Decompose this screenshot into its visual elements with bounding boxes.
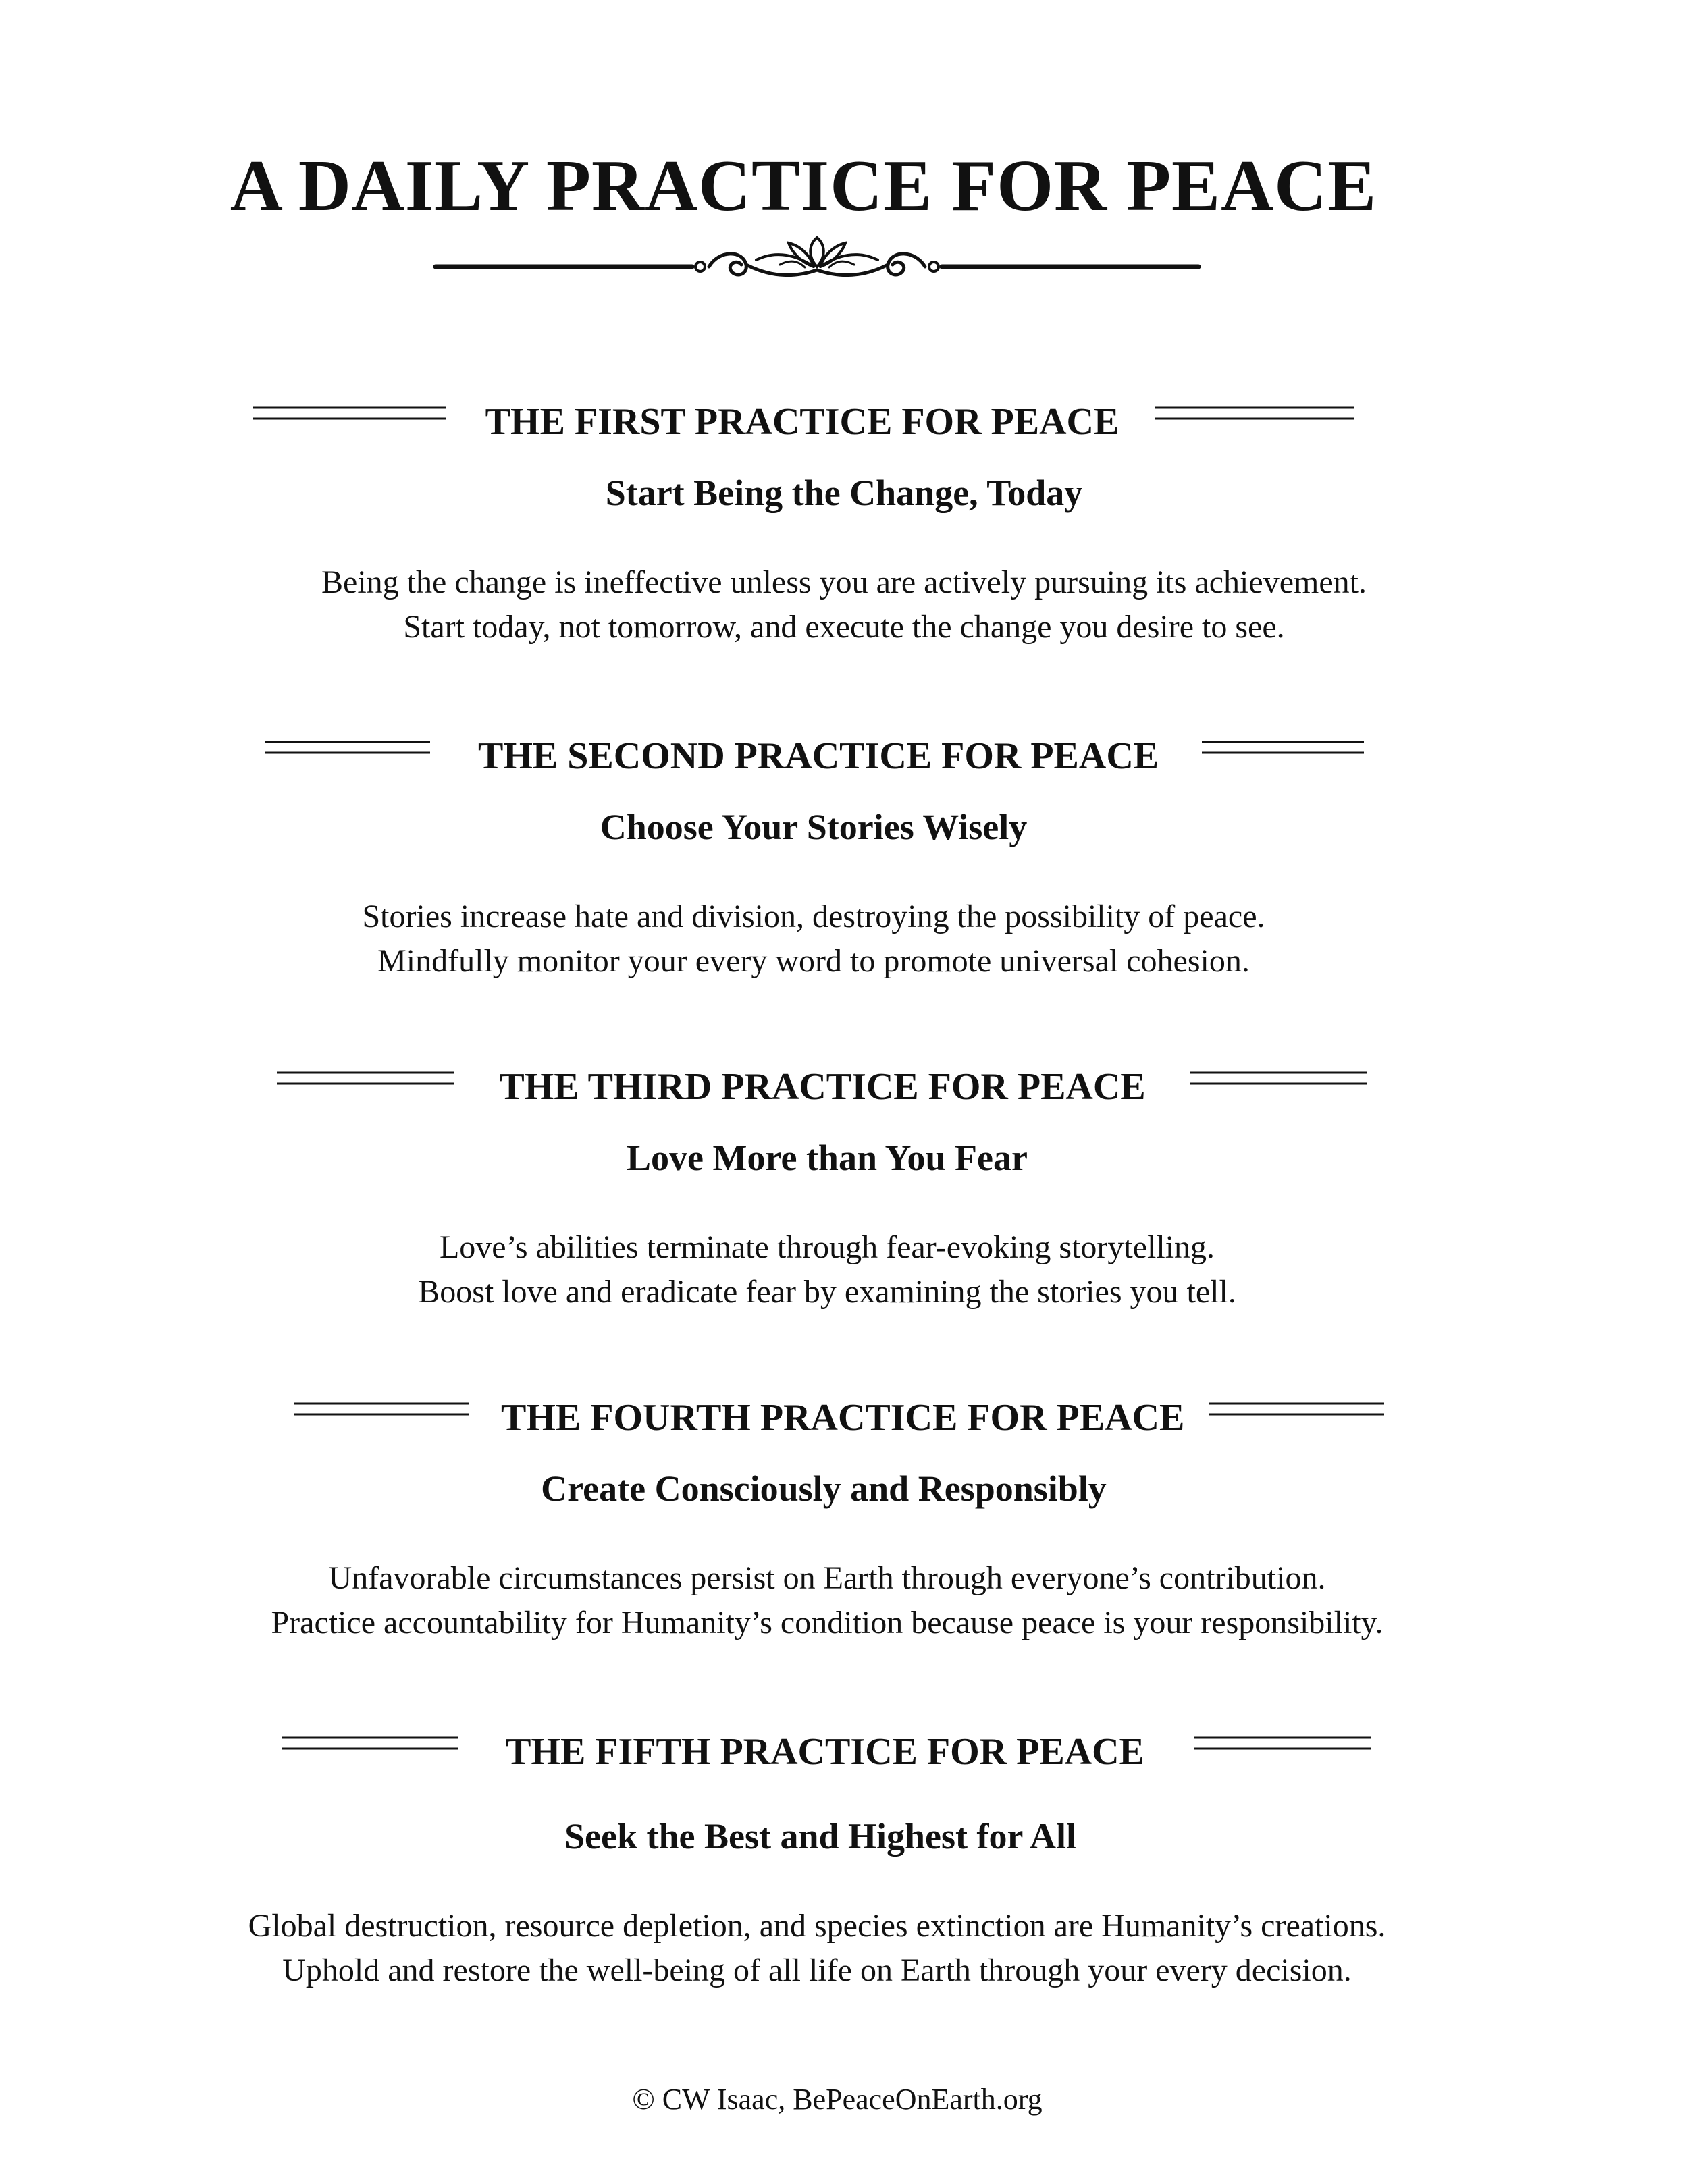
copyright-footer: © CW Isaac, BePeaceOnEarth.org [632,2083,1043,2116]
practice-body [0,1556,1671,1645]
body-line: Stories increase hate and division, destroying the possibility of peace. [362,899,1265,934]
body-line: Love’s abilities terminate through fear-evoking storytelling. [439,1229,1215,1265]
body-line: Being the change is ineffective unless you are actively pursuing its achievement. [321,564,1367,600]
section-header [0,1063,1688,1111]
practice-subtitle: Start Being the Change, Today [605,473,1083,513]
body-line: Mindfully monitor your every word to promote universal cohesion. [377,943,1250,979]
practice-body [0,1904,1661,1993]
section-header [0,1394,1688,1441]
practice-heading: THE FIFTH PRACTICE FOR PEACE [506,1731,1144,1773]
practice-body [0,1225,1671,1314]
practice-subtitle: Create Consciously and Responsibly [541,1468,1107,1509]
body-line: Global destruction, resource depletion, and species extinction are Humanity’s creations. [248,1908,1386,1944]
practice-subtitle: Seek the Best and Highest for All [564,1816,1077,1857]
practice-heading: THE THIRD PRACTICE FOR PEACE [499,1066,1146,1108]
practice-body [0,895,1658,984]
practice-heading: THE FOURTH PRACTICE FOR PEACE [501,1397,1185,1439]
body-line: Uphold and restore the well-being of all life on Earth through your every decision. [282,1952,1352,1988]
page-title: A DAILY PRACTICE FOR PEACE [230,146,1377,226]
practice-body [0,560,1688,649]
practice-subtitle: Choose Your Stories Wisely [600,807,1028,847]
body-line: Boost love and eradicate fear by examining the stories you tell. [418,1274,1236,1310]
body-line: Unfavorable circumstances persist on Earth through everyone’s contribution. [328,1560,1326,1596]
body-line: Start today, not tomorrow, and execute the change you desire to see. [403,609,1285,645]
practice-heading: THE SECOND PRACTICE FOR PEACE [478,735,1159,777]
practice-heading: THE FIRST PRACTICE FOR PEACE [485,401,1119,443]
section-header [0,1728,1688,1776]
practice-subtitle: Love More than You Fear [627,1138,1028,1178]
section-header [0,398,1688,446]
flourish-divider-icon [0,236,1688,297]
body-line: Practice accountability for Humanity’s condition because peace is your responsibility. [271,1605,1383,1641]
section-header [0,733,1688,780]
